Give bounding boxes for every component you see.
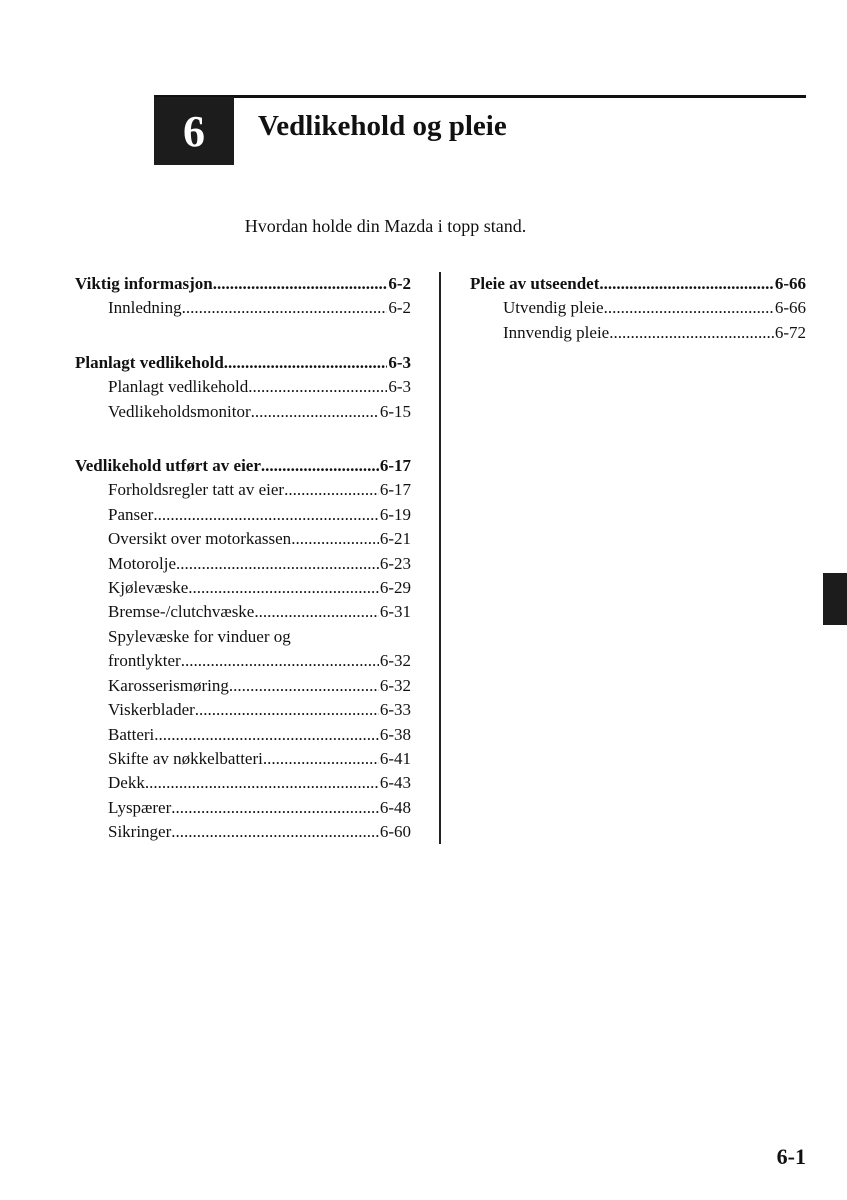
toc-entry-multiline[interactable] xyxy=(75,625,411,674)
toc-entry-label: Panser xyxy=(108,504,154,524)
dot-leader xyxy=(176,552,379,576)
dot-leader xyxy=(261,454,379,478)
toc-section-heading[interactable] xyxy=(75,272,411,296)
toc-right-column xyxy=(470,272,806,375)
toc-heading-label: Vedlikehold utført av eier xyxy=(75,456,261,476)
dot-leader xyxy=(182,296,388,320)
toc-entry[interactable] xyxy=(75,820,411,844)
toc-heading-label: Pleie av utseendet xyxy=(470,274,600,293)
dot-leader xyxy=(171,796,379,820)
toc-entry-label: Karosserismøring xyxy=(108,675,229,695)
dot-leader xyxy=(248,375,387,399)
chapter-number-box xyxy=(154,97,234,165)
toc-entry-label: Vedlikeholdsmonitor xyxy=(108,401,251,421)
toc-entry[interactable] xyxy=(75,375,411,399)
toc-entry[interactable] xyxy=(75,796,411,820)
toc-page-ref: 6-32 xyxy=(379,675,411,695)
toc-entry[interactable] xyxy=(75,698,411,722)
toc-page-ref: 6-21 xyxy=(379,529,411,549)
toc-page-ref: 6-3 xyxy=(388,377,411,397)
toc-page-ref: 6-2 xyxy=(388,298,411,318)
dot-leader xyxy=(609,321,774,345)
toc-entry-label: Skifte av nøkkelbatteri xyxy=(108,748,263,768)
toc-section xyxy=(75,272,411,321)
column-divider xyxy=(439,272,441,844)
toc-heading-label: Planlagt vedlikehold xyxy=(75,352,224,372)
dot-leader xyxy=(145,771,379,795)
toc-section-heading[interactable] xyxy=(470,272,806,296)
toc-entry-label: Batteri xyxy=(108,724,155,744)
toc-heading-label: Viktig informasjon xyxy=(75,274,213,293)
chapter-number: 6 xyxy=(183,106,205,156)
toc-page-ref: 6-41 xyxy=(379,748,411,768)
toc-entry[interactable] xyxy=(75,478,411,502)
toc-page-ref: 6-17 xyxy=(379,456,411,476)
dot-leader xyxy=(154,723,379,747)
toc-entry-label: Kjølevæske xyxy=(108,578,189,598)
toc-entry[interactable] xyxy=(75,400,411,424)
toc-entry-label: Motorolje xyxy=(108,553,176,573)
toc-page-ref: 6-29 xyxy=(379,578,411,598)
chapter-thumb-tab xyxy=(823,573,847,625)
toc-page-ref: 6-15 xyxy=(379,401,411,421)
toc-page-ref: 6-72 xyxy=(774,322,806,342)
toc-left-column xyxy=(75,272,411,875)
toc-entry-label-continued: frontlykter xyxy=(108,651,181,671)
dot-leader xyxy=(251,400,379,424)
dot-leader xyxy=(604,296,774,320)
toc-page-ref: 6-38 xyxy=(379,724,411,744)
toc-entry[interactable] xyxy=(75,747,411,771)
toc-entry[interactable] xyxy=(470,321,806,345)
toc-entry[interactable] xyxy=(470,296,806,320)
chapter-title: Vedlikehold og pleie xyxy=(258,110,507,142)
toc-page-ref: 6-31 xyxy=(379,602,411,622)
toc-entry-label: Spylevæske for vinduer og xyxy=(108,626,291,646)
toc-entry[interactable] xyxy=(75,576,411,600)
toc-entry[interactable] xyxy=(75,503,411,527)
toc-page-ref: 6-43 xyxy=(379,773,411,793)
toc-entry[interactable] xyxy=(75,771,411,795)
toc-page-ref: 6-60 xyxy=(379,822,411,842)
toc-entry[interactable] xyxy=(75,527,411,551)
chapter-header-rule xyxy=(154,95,806,98)
toc-entry[interactable] xyxy=(75,600,411,624)
page-number: 6-1 xyxy=(776,1144,806,1169)
dot-leader xyxy=(153,503,379,527)
dot-leader xyxy=(213,272,388,296)
toc-entry-label: Viskerblader xyxy=(108,700,195,720)
toc-page-ref: 6-32 xyxy=(379,651,411,671)
toc-entry-continuation xyxy=(75,649,411,673)
dot-leader xyxy=(284,478,379,502)
toc-section xyxy=(470,272,806,345)
dot-leader xyxy=(224,351,388,375)
toc-entry-label: Innvendig pleie xyxy=(503,322,610,342)
dot-leader xyxy=(229,674,379,698)
dot-leader xyxy=(188,576,379,600)
toc-entry[interactable] xyxy=(75,723,411,747)
toc-page-ref: 6-3 xyxy=(388,352,411,372)
dot-leader xyxy=(181,649,379,673)
toc-entry[interactable] xyxy=(75,674,411,698)
toc-page-ref: 6-2 xyxy=(388,274,411,293)
toc-entry-label: Innledning xyxy=(108,298,182,318)
chapter-subtitle: Hvordan holde din Mazda i topp stand. xyxy=(244,216,527,236)
toc-section xyxy=(75,454,411,845)
dot-leader xyxy=(599,272,773,296)
toc-entry-label: Dekk xyxy=(108,773,145,793)
dot-leader xyxy=(171,820,379,844)
dot-leader xyxy=(263,747,379,771)
toc-section-heading[interactable] xyxy=(75,454,411,478)
toc-section xyxy=(75,351,411,424)
toc-entry-label: Lyspærer xyxy=(108,797,172,817)
toc-entry[interactable] xyxy=(75,552,411,576)
dot-leader xyxy=(291,527,379,551)
toc-section-heading[interactable] xyxy=(75,351,411,375)
dot-leader xyxy=(254,600,378,624)
toc-page-ref: 6-66 xyxy=(774,298,806,318)
toc-entry-label: Planlagt vedlikehold xyxy=(108,377,249,397)
toc-entry-label: Sikringer xyxy=(108,822,172,842)
dot-leader xyxy=(195,698,379,722)
toc-page-ref: 6-17 xyxy=(379,480,411,500)
toc-page-ref: 6-33 xyxy=(379,700,411,720)
toc-entry-label: Forholdsregler tatt av eier xyxy=(108,480,285,500)
toc-page-ref: 6-19 xyxy=(379,504,411,524)
toc-entry-label: Utvendig pleie xyxy=(503,298,604,318)
toc-page-ref: 6-66 xyxy=(774,274,806,293)
toc-entry[interactable] xyxy=(75,296,411,320)
toc-entry-label: Oversikt over motorkassen xyxy=(108,529,292,549)
toc-page-ref: 6-23 xyxy=(379,553,411,573)
toc-entry-label: Bremse-/clutchvæske xyxy=(108,602,255,622)
toc-page-ref: 6-48 xyxy=(379,797,411,817)
